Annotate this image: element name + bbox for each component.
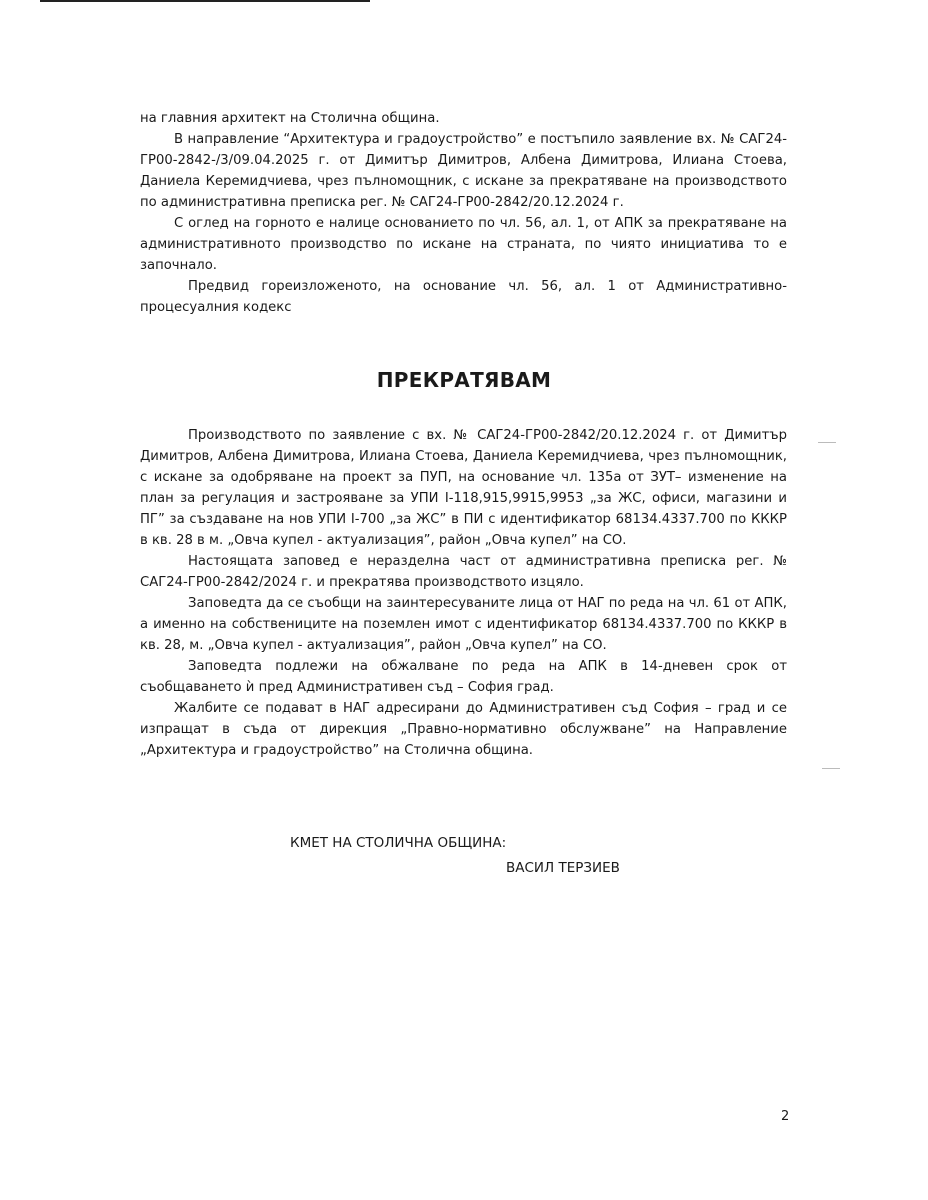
page-number: 2 xyxy=(781,1109,790,1124)
margin-mark xyxy=(822,768,840,769)
paragraph-appeal: Заповедта подлежи на обжалване по реда на АПК в 14-дневен срок от съобщаването ѝ пред Административен съд – София град. xyxy=(140,659,787,695)
signatory-name: ВАСИЛ ТЕРЗИЕВ xyxy=(506,860,620,876)
paragraph-proceedings: Производството по заявление с вх. № САГ24-ГР00-2842/20.12.2024 г. от Димитър Димитров, Албена Димитрова, Илиана Стоева, Даниела Керемидчиева, чрез пълномощник, с искане за одобряване на проект за ПУП, на основание чл. 135а от ЗУТ– изменение на план за регулация и застрояване за УПИ I-118,915,9915,9953 „за ЖС, офиси, магазини и ПГ” за създаване на нов УПИ I-700 „за ЖС” в ПИ с идентификатор 68134.4337.700 по КККР в кв. 28 в м. „Овча купел - актуализация”, район „Овча купел” на СО. xyxy=(140,428,787,548)
margin-mark xyxy=(818,442,836,443)
order-block xyxy=(140,425,787,761)
paragraph-notification: Заповедта да се съобщи на заинтересуваните лица от НАГ по реда на чл. 61 от АПК, а именно на собствениците на поземлен имот с идентификатор 68134.4337.700 по КККР в кв. 28, м. „Овча купел - актуализация”, район „Овча купел” на СО. xyxy=(140,596,787,653)
intro-block xyxy=(140,108,787,318)
paragraph-annex: Настоящата заповед е неразделна част от административна преписка рег. № САГ24-ГР00-2842/2024 г. и прекратява производството изцяло. xyxy=(140,554,787,590)
paragraph-complaints: Жалбите се подават в НАГ адресирани до Административен съд София – град и се изпращат в съда от дирекция „Правно-нормативно обслужване” на Направление „Архитектура и градоустройство” на Столична община. xyxy=(140,701,787,758)
paragraph-grounds: С оглед на горното е налице основанието по чл. 56, ал. 1, от АПК за прекратяване на административното производство по искане на страната, по чиято инициатива то е започнало. xyxy=(140,216,787,273)
scan-edge-line xyxy=(40,0,370,2)
order-title: ПРЕКРАТЯВАМ xyxy=(376,368,552,392)
paragraph-legal-basis: Предвид гореизложеното, на основание чл. 56, ал. 1 от Административно-процесуалния кодекс xyxy=(140,279,787,315)
paragraph-application: В направление “Архитектура и градоустройство” е постъпило заявление вх. № САГ24-ГР00-2842-/3/09.04.2025 г. от Димитър Димитров, Албена Димитрова, Илиана Стоева, Даниела Керемидчиева, чрез пълномощник, с искане за прекратяване на производството по административна преписка рег. № САГ24-ГР00-2842/20.12.2024 г. xyxy=(140,132,787,210)
signatory-position: КМЕТ НА СТОЛИЧНА ОБЩИНА: xyxy=(290,835,507,851)
paragraph-continuation: на главния архитект на Столична община. xyxy=(140,111,440,126)
